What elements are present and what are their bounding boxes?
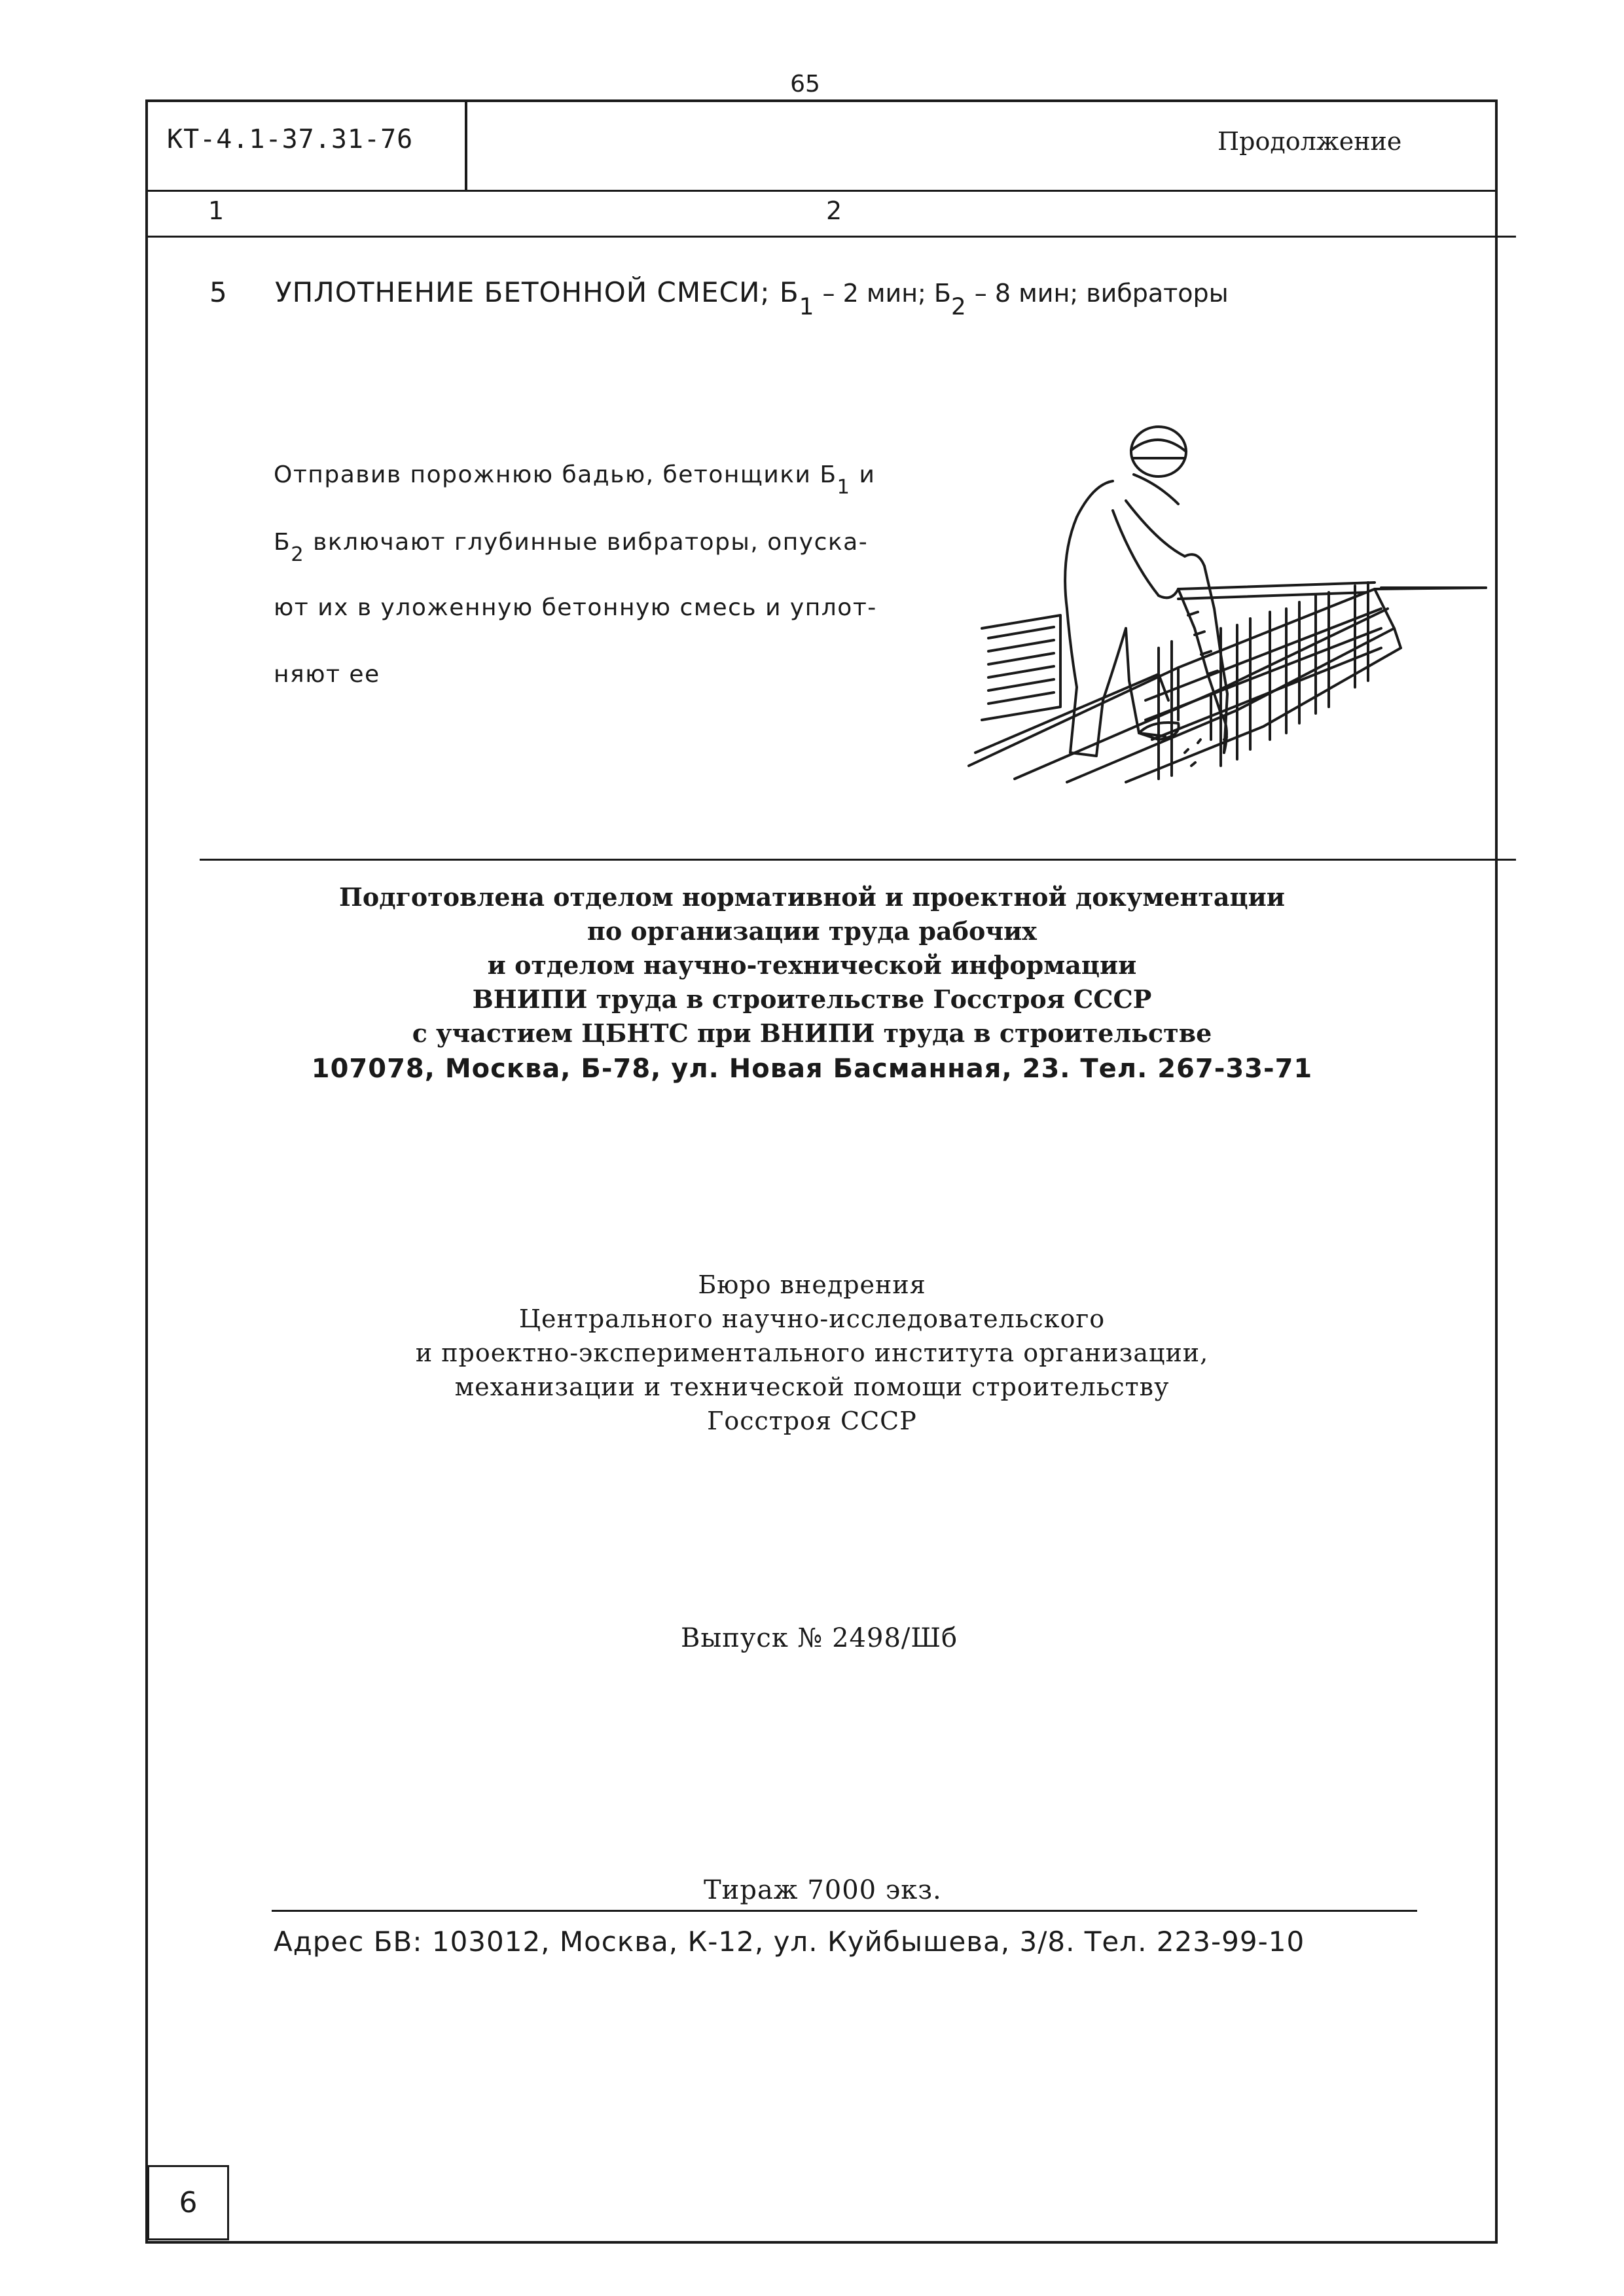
worker-vibrator-illustration bbox=[962, 412, 1499, 785]
worker1-subscript: 1 bbox=[799, 293, 815, 321]
section-end-line bbox=[200, 859, 1516, 861]
issue-number: Выпуск № 2498/Шб bbox=[681, 1623, 958, 1653]
bureau-address: Адрес БВ: 103012, Москва, К-12, ул. Куйбышева, 3/8. Тел. 223-99-10 bbox=[274, 1926, 1305, 1958]
operation-number: 5 bbox=[209, 276, 227, 308]
credits-line-3: и отделом научно-технической информации bbox=[487, 950, 1137, 980]
description-text: Б bbox=[274, 529, 291, 556]
frame-bottom bbox=[145, 2241, 1498, 2244]
header-bottom-line bbox=[145, 190, 1498, 192]
header-divider bbox=[465, 99, 467, 191]
bureau-block bbox=[0, 1268, 1624, 1438]
description-line-1 bbox=[274, 461, 876, 499]
page-number: 65 bbox=[790, 71, 820, 98]
subscript: 2 bbox=[291, 543, 305, 566]
corner-number-box: 6 bbox=[147, 2165, 229, 2240]
operation-title bbox=[275, 276, 1229, 321]
column-number-2: 2 bbox=[826, 196, 842, 225]
worker2-time: – 8 мин; вибраторы bbox=[966, 279, 1229, 308]
bureau-line-5: Госстроя СССР bbox=[707, 1407, 917, 1435]
credits-line-2: по организации труда рабочих bbox=[587, 916, 1037, 946]
description-line-3: ют их в уложенную бетонную смесь и уплот- bbox=[274, 594, 877, 621]
credits-address: 107078, Москва, Б-78, ул. Новая Басманная, 23. Тел. 267-33-71 bbox=[311, 1054, 1313, 1084]
bureau-line-1: Бюро внедрения bbox=[698, 1270, 926, 1299]
continuation-label: Продолжение bbox=[1218, 127, 1402, 156]
bureau-line-4: механизации и технической помощи строительству bbox=[454, 1372, 1170, 1401]
document-code: КТ-4.1-37.31-76 bbox=[167, 124, 414, 154]
worker1-time: – 2 мин; Б bbox=[814, 279, 951, 308]
print-run-underline bbox=[272, 1910, 1417, 1912]
description-text: Отправив порожнюю бадью, бетонщики Б bbox=[274, 461, 837, 488]
bureau-line-2: Центрального научно-исследовательского bbox=[518, 1304, 1106, 1333]
frame-top bbox=[145, 99, 1498, 102]
credits-line-1: Подготовлена отделом нормативной и проектной документации bbox=[339, 882, 1285, 912]
credits-block bbox=[0, 880, 1624, 1087]
description-text: включают глубинные вибраторы, опуска- bbox=[304, 529, 869, 556]
column-numbers-line bbox=[145, 236, 1516, 238]
description-line-4: няют ее bbox=[274, 661, 380, 688]
subscript: 1 bbox=[837, 475, 851, 499]
description-line-2 bbox=[274, 529, 869, 566]
description-text: и bbox=[850, 461, 876, 488]
credits-line-5: с участием ЦБНТС при ВНИПИ труда в строительстве bbox=[412, 1018, 1212, 1048]
print-run: Тираж 7000 экз. bbox=[704, 1875, 942, 1905]
column-number-1: 1 bbox=[208, 196, 225, 225]
worker2-subscript: 2 bbox=[951, 293, 967, 321]
frame-left bbox=[145, 99, 148, 2244]
operation-title-text: УПЛОТНЕНИЕ БЕТОННОЙ СМЕСИ; Б bbox=[275, 276, 799, 308]
credits-line-4: ВНИПИ труда в строительстве Госстроя СССР bbox=[472, 984, 1152, 1014]
bureau-line-3: и проектно-экспериментального института организации, bbox=[415, 1338, 1209, 1367]
